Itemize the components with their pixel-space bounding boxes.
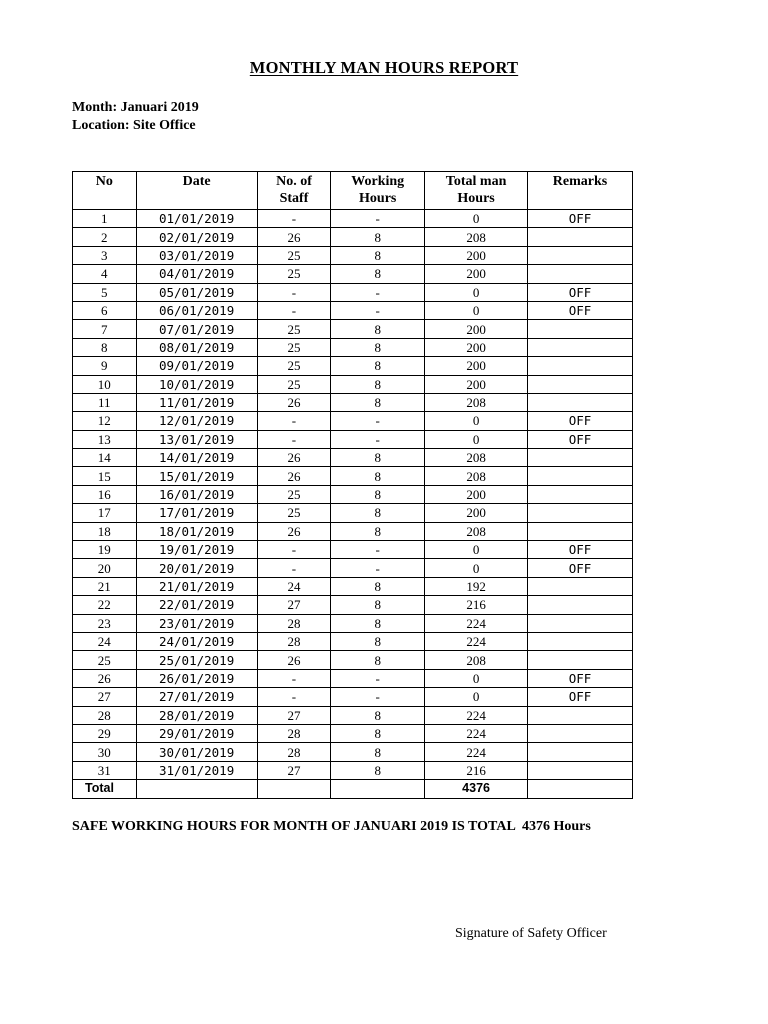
table-row [73,210,633,228]
total-label: Total [73,780,137,798]
cell-working-hours: - [331,301,425,319]
cell-working-hours: 8 [331,357,425,375]
cell-no: 16 [73,485,137,503]
table-row [73,449,633,467]
header-no-of-staff: No. of Staff [257,172,331,210]
cell-staff: 28 [257,614,331,632]
total-row [73,780,633,798]
cell-working-hours: 8 [331,338,425,356]
cell-no: 8 [73,338,137,356]
cell-date: 28/01/2019 [136,706,257,724]
table-row [73,283,633,301]
cell-staff: 26 [257,228,331,246]
cell-remarks [528,632,633,650]
cell-total-hours: 0 [425,210,528,228]
cell-total-hours: 200 [425,320,528,338]
cell-total-hours: 192 [425,577,528,595]
cell-working-hours: 8 [331,320,425,338]
cell-total-hours: 0 [425,559,528,577]
cell-date: 14/01/2019 [136,449,257,467]
cell-staff: - [257,559,331,577]
cell-no: 26 [73,669,137,687]
cell-total-hours: 0 [425,283,528,301]
cell-date: 10/01/2019 [136,375,257,393]
cell-no: 13 [73,430,137,448]
cell-total-hours: 208 [425,393,528,411]
cell-staff: 28 [257,743,331,761]
cell-date: 04/01/2019 [136,265,257,283]
cell-no: 7 [73,320,137,338]
table-row [73,559,633,577]
table-row [73,375,633,393]
cell-remarks: OFF [528,559,633,577]
cell-date: 15/01/2019 [136,467,257,485]
cell-total-hours: 200 [425,246,528,264]
cell-working-hours: 8 [331,632,425,650]
table-row [73,743,633,761]
cell-date: 19/01/2019 [136,541,257,559]
cell-total-hours: 200 [425,375,528,393]
cell-date: 26/01/2019 [136,669,257,687]
cell-total-hours: 200 [425,357,528,375]
cell-working-hours: 8 [331,375,425,393]
cell-total-hours: 0 [425,669,528,687]
table-row [73,724,633,742]
cell-total-hours: 0 [425,688,528,706]
cell-date: 01/01/2019 [136,210,257,228]
table-row [73,357,633,375]
cell-no: 18 [73,522,137,540]
signature-label: Signature of Safety Officer [455,926,607,941]
report-location: Location: Site Office [72,118,196,133]
cell-working-hours: 8 [331,246,425,264]
cell-no: 17 [73,504,137,522]
cell-total-hours: 224 [425,706,528,724]
cell-remarks [528,761,633,779]
table-row [73,706,633,724]
report-month: Month: Januari 2019 [72,100,199,115]
cell-date: 21/01/2019 [136,577,257,595]
cell-working-hours: 8 [331,761,425,779]
table-row [73,541,633,559]
header-total-man-hours: Total man Hours [425,172,528,210]
cell-staff: 25 [257,485,331,503]
cell-staff: 26 [257,651,331,669]
cell-total-hours: 0 [425,541,528,559]
table-row [73,669,633,687]
table-row [73,320,633,338]
cell-date: 05/01/2019 [136,283,257,301]
cell-total-hours: 0 [425,301,528,319]
cell-working-hours: 8 [331,485,425,503]
cell-working-hours: - [331,430,425,448]
cell-staff: 25 [257,338,331,356]
cell-date: 18/01/2019 [136,522,257,540]
cell-total-hours: 0 [425,430,528,448]
cell-remarks [528,485,633,503]
cell-date: 27/01/2019 [136,688,257,706]
cell-total-hours: 200 [425,265,528,283]
cell-staff: 28 [257,632,331,650]
cell-date: 17/01/2019 [136,504,257,522]
cell-no: 9 [73,357,137,375]
summary-statement: SAFE WORKING HOURS FOR MONTH OF JANUARI 2019 IS TOTAL 4376 Hours [72,819,591,834]
cell-total-hours: 224 [425,743,528,761]
cell-remarks: OFF [528,301,633,319]
cell-working-hours: 8 [331,467,425,485]
cell-staff: - [257,430,331,448]
cell-date: 29/01/2019 [136,724,257,742]
cell-remarks [528,651,633,669]
cell-date: 07/01/2019 [136,320,257,338]
cell-remarks: OFF [528,669,633,687]
cell-working-hours: 8 [331,614,425,632]
header-remarks: Remarks [528,172,633,210]
cell-no: 20 [73,559,137,577]
cell-staff: 26 [257,449,331,467]
cell-remarks [528,706,633,724]
table-row [73,761,633,779]
cell-working-hours: 8 [331,724,425,742]
cell-working-hours: - [331,412,425,430]
cell-working-hours: 8 [331,449,425,467]
cell-remarks [528,614,633,632]
table-row [73,430,633,448]
table-row [73,467,633,485]
table-row [73,577,633,595]
table-row [73,265,633,283]
total-empty-cell [331,780,425,798]
cell-working-hours: - [331,669,425,687]
cell-remarks [528,449,633,467]
cell-staff: 25 [257,357,331,375]
cell-working-hours: 8 [331,596,425,614]
total-empty-cell [136,780,257,798]
cell-total-hours: 208 [425,522,528,540]
cell-remarks [528,338,633,356]
cell-date: 12/01/2019 [136,412,257,430]
cell-no: 14 [73,449,137,467]
cell-working-hours: 8 [331,706,425,724]
total-empty-cell [528,780,633,798]
table-row [73,338,633,356]
cell-total-hours: 200 [425,338,528,356]
cell-working-hours: 8 [331,743,425,761]
cell-no: 28 [73,706,137,724]
cell-remarks: OFF [528,283,633,301]
table-row [73,596,633,614]
cell-staff: - [257,669,331,687]
cell-date: 25/01/2019 [136,651,257,669]
cell-total-hours: 0 [425,412,528,430]
cell-working-hours: 8 [331,577,425,595]
cell-date: 24/01/2019 [136,632,257,650]
cell-staff: - [257,283,331,301]
cell-no: 27 [73,688,137,706]
cell-date: 08/01/2019 [136,338,257,356]
cell-no: 19 [73,541,137,559]
cell-working-hours: - [331,688,425,706]
cell-remarks [528,724,633,742]
table-row [73,614,633,632]
total-value: 4376 [425,780,528,798]
cell-working-hours: 8 [331,504,425,522]
cell-total-hours: 200 [425,485,528,503]
cell-remarks: OFF [528,210,633,228]
cell-staff: 26 [257,522,331,540]
cell-date: 31/01/2019 [136,761,257,779]
cell-no: 15 [73,467,137,485]
cell-staff: 27 [257,706,331,724]
cell-remarks: OFF [528,430,633,448]
cell-no: 3 [73,246,137,264]
cell-remarks [528,596,633,614]
table-row [73,301,633,319]
cell-no: 29 [73,724,137,742]
cell-no: 11 [73,393,137,411]
man-hours-table [72,171,633,799]
cell-remarks: OFF [528,688,633,706]
cell-staff: 25 [257,320,331,338]
cell-date: 23/01/2019 [136,614,257,632]
cell-staff: 28 [257,724,331,742]
table-row [73,246,633,264]
cell-remarks [528,246,633,264]
cell-staff: - [257,688,331,706]
cell-remarks [528,522,633,540]
cell-total-hours: 224 [425,724,528,742]
header-no: No [73,172,137,210]
cell-no: 24 [73,632,137,650]
cell-working-hours: - [331,541,425,559]
cell-date: 02/01/2019 [136,228,257,246]
cell-total-hours: 224 [425,614,528,632]
cell-total-hours: 208 [425,449,528,467]
cell-staff: 25 [257,375,331,393]
cell-no: 21 [73,577,137,595]
cell-no: 22 [73,596,137,614]
cell-staff: 25 [257,504,331,522]
cell-date: 11/01/2019 [136,393,257,411]
cell-working-hours: 8 [331,393,425,411]
cell-staff: 26 [257,467,331,485]
table-row [73,522,633,540]
cell-date: 30/01/2019 [136,743,257,761]
cell-remarks: OFF [528,541,633,559]
cell-remarks [528,375,633,393]
report-title-text: MONTHLY MAN HOURS REPORT [249,58,519,77]
cell-no: 12 [73,412,137,430]
cell-staff: - [257,541,331,559]
cell-total-hours: 200 [425,504,528,522]
cell-no: 2 [73,228,137,246]
table-row [73,412,633,430]
cell-date: 03/01/2019 [136,246,257,264]
total-empty-cell [257,780,331,798]
table-header-row [73,172,633,210]
cell-no: 4 [73,265,137,283]
cell-total-hours: 224 [425,632,528,650]
cell-working-hours: - [331,283,425,301]
cell-working-hours: 8 [331,265,425,283]
cell-working-hours: 8 [331,228,425,246]
cell-date: 06/01/2019 [136,301,257,319]
cell-staff: 26 [257,393,331,411]
cell-date: 09/01/2019 [136,357,257,375]
cell-total-hours: 208 [425,467,528,485]
cell-staff: - [257,210,331,228]
cell-no: 6 [73,301,137,319]
table-row [73,485,633,503]
cell-date: 20/01/2019 [136,559,257,577]
report-title [0,58,768,78]
cell-total-hours: 208 [425,228,528,246]
cell-no: 23 [73,614,137,632]
cell-remarks: OFF [528,412,633,430]
cell-working-hours: 8 [331,651,425,669]
cell-remarks [528,393,633,411]
cell-date: 13/01/2019 [136,430,257,448]
cell-remarks [528,504,633,522]
cell-date: 16/01/2019 [136,485,257,503]
table-row [73,504,633,522]
cell-staff: - [257,412,331,430]
header-working-hours: Working Hours [331,172,425,210]
cell-staff: 27 [257,761,331,779]
cell-staff: 25 [257,265,331,283]
cell-remarks [528,265,633,283]
cell-no: 10 [73,375,137,393]
cell-no: 30 [73,743,137,761]
table-row [73,632,633,650]
cell-staff: 25 [257,246,331,264]
cell-no: 25 [73,651,137,669]
cell-staff: 24 [257,577,331,595]
cell-total-hours: 216 [425,596,528,614]
table-row [73,228,633,246]
cell-working-hours: - [331,559,425,577]
cell-no: 5 [73,283,137,301]
cell-remarks [528,577,633,595]
cell-remarks [528,357,633,375]
cell-no: 1 [73,210,137,228]
cell-remarks [528,743,633,761]
cell-total-hours: 208 [425,651,528,669]
cell-working-hours: 8 [331,522,425,540]
cell-staff: - [257,301,331,319]
header-date: Date [136,172,257,210]
cell-total-hours: 216 [425,761,528,779]
cell-remarks [528,320,633,338]
cell-remarks [528,467,633,485]
table-row [73,688,633,706]
cell-remarks [528,228,633,246]
cell-date: 22/01/2019 [136,596,257,614]
table-row [73,651,633,669]
cell-working-hours: - [331,210,425,228]
cell-staff: 27 [257,596,331,614]
table-body [73,210,633,780]
table-row [73,393,633,411]
cell-no: 31 [73,761,137,779]
